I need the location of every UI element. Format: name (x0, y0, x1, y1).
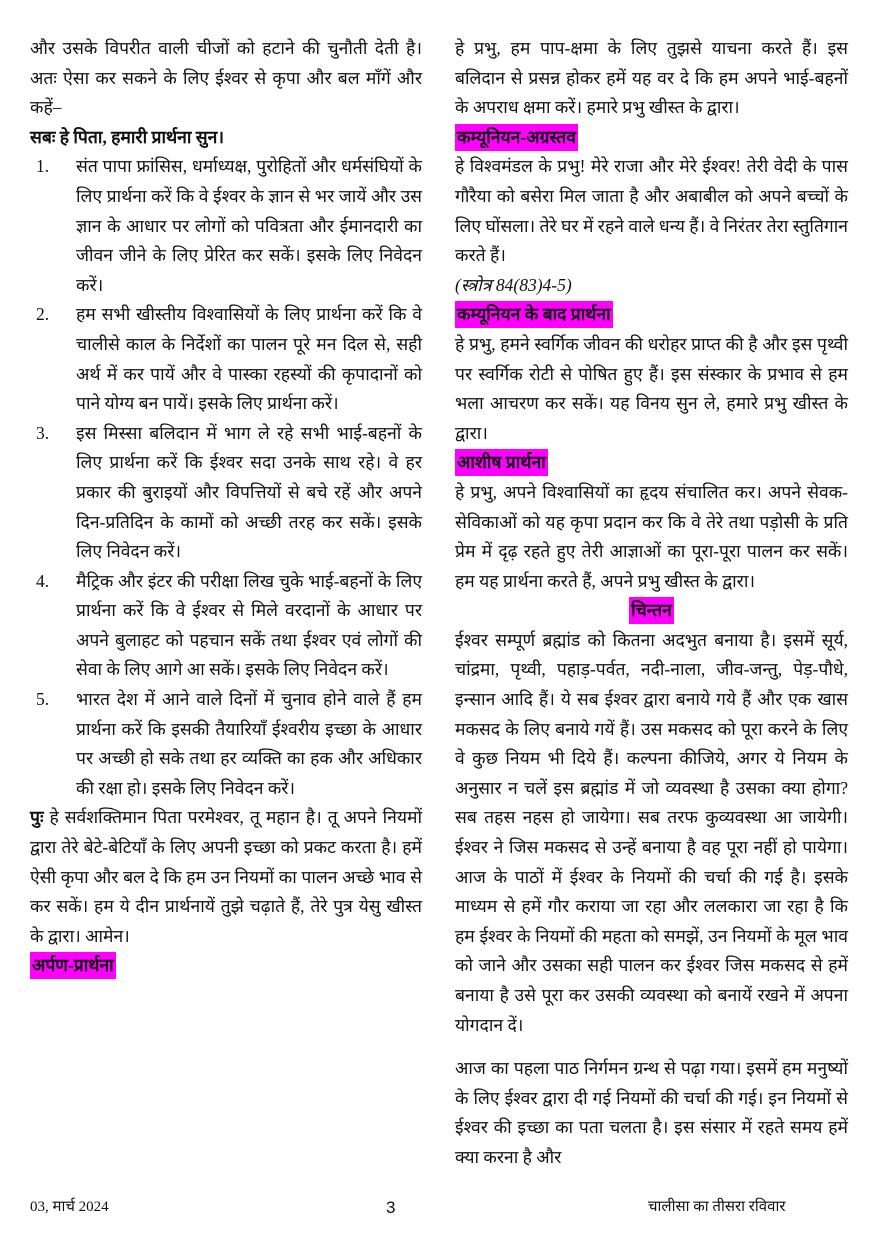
reflection-text: ईश्वर सम्पूर्ण ब्रह्मांड को कितना अदभुत बनाया है। इसमें सूर्य, चांद्रमा, पृथ्वी, पहाड़-पर्वत, नदी-नाला, जीव-जन्तु, पेड़-पौधे, इन्सान आदि हैं। ये सब ईश्वर द्वारा बनाये गये हैं और एक खास मकसद के लिए बनाये गयें हैं। उस मकसद को पूरा करने के लिए वे कुछ नियम भी दिये हैं। कल्पना कीजिये, अगर ये नियम के अनुसार न चलें इस ब्रह्मांड में जो व्यवस्था है उसका क्या होगा? सब तहस नहस हो जायेगा। सब तरफ कुव्यवस्था आ जायेगी। ईश्वर ने जिस मकसद से उन्हें बनाया है वह पूरा नहीं हो पायेगा। आज के पाठों में ईश्वर के नियमों की चर्चा की गई है। इसके माध्यम से हमें गौर कराया जा रहा और ललकारा जा रहा है कि हम ईश्वर के नियमों की महता को समझें, उन नियमों के मूल भाव को जाने और उसका सही पालन कर ईश्वर जिस मकसद से हमें बनाया है उसे पूरा कर उसकी व्यवस्था को बनायें रखने में अपना योगदान दें। (455, 629, 848, 1035)
page-number: 3 (386, 1198, 396, 1217)
response-line: सबः हे पिता, हमारी प्रार्थना सुन। (30, 126, 224, 147)
reflection-heading: चिन्तन (629, 597, 674, 624)
reflection-text-2: आज का पहला पाठ निर्गमन ग्रन्थ से पढ़ा गया। इसमें हम मनुष्यों के लिए ईश्वर द्वारा दी गई नियमों की चर्चा की गई। इन नियमों से ईश्वर की इच्छा का पता चलता है। इस संसार में रहते समय हमें क्या करना है और (455, 1058, 848, 1167)
priest-text: हे सर्वशक्तिमान पिता परमेश्वर, तू महान है। तू अपने नियमों द्वारा तेरे बेटे-बेटियाँ के लिए अपनी इच्छा को प्रकट करता है। हमें ऐसी कृपा और बल दे कि हम उन नियमों का पालन अच्छे भाव से कर सकें। हम ये दीन प्रार्थनायें तुझे चढ़ाते हैं, तेरे पुत्र येसु खीस्त के द्वारा। आमेन। (30, 807, 422, 946)
footer-date: 03, मार्च 2024 (30, 1199, 109, 1215)
offering-heading: अर्पण-प्रार्थना (30, 952, 116, 979)
communion-reference: (स्त्रोत्र 84(83)4-5) (455, 274, 572, 295)
priest-label: पुः (30, 807, 44, 828)
intro-paragraph: और उसके विपरीत वाली चीजों को हटाने की चुनौती देती है। अतः ऐसा कर सकने के लिए ईश्वर से कृपा और बल माँगें और कहें– (30, 38, 422, 118)
priest-prayer (30, 803, 422, 951)
blessing-heading: आशीष प्रार्थना (455, 449, 548, 476)
list-item: 3. इस मिस्सा बलिदान में भाग ले रहे सभी भाई-बहनों के लिए प्रार्थना करें कि ईश्वर सदा उनके साथ रहे। वे हर प्रकार की बुराइयों और विपत्तियों से बचे रहें और अपने दिन-प्रतिदिन के कामों को अच्छी तरह कर सकें। इसके लिए निवेदन करें। (36, 422, 422, 562)
list-item: 1. संत पापा फ्रांसिस, धर्माध्यक्ष, पुरोहितों और धर्मसंघियों के लिए प्रार्थना करें कि वे ईश्वर के ज्ञान से भर जायें और उस ज्ञान के आधार पर लोगों को पवित्रता और ईमानदारी का जीवन जीने के लिए प्रेरित कर सकें। इसके लिए निवेदन करें। (36, 156, 422, 295)
list-item: 5. भारत देश में आने वाले दिनों में चुनाव होने वाले हैं हम प्रार्थना करें कि इसकी तैयारियाँ ईश्वरीय इच्छा के आधार पर अच्छी हो सके तथा हर व्यक्ति का हक और अधिकार की रक्षा हो। इसके लिए निवेदन करें। (36, 689, 422, 798)
footer-title: चालीसा का तीसरा रविवार (648, 1199, 786, 1215)
offering-text: हे प्रभु, हम पाप-क्षमा के लिए तुझसे याचना करते हैं। इस बलिदान से प्रसन्न होकर हमें यह वर दे कि हम अपने भाई-बहनों के अपराध क्षमा करें। हमारे प्रभु खीस्त के द्वारा। (455, 38, 848, 118)
left-column (30, 34, 422, 981)
list-item: 2. हम सभी खीस्तीय विश्वासियों के लिए प्रार्थना करें कि वे चालीसे काल के निर्देशों का पालन पूरे मन दिल से, सही अर्थ में कर पायें और वे पास्का रहस्यों की कृपादानों को पाने योग्य बन पायें। इसके लिए प्रार्थना करें। (36, 304, 422, 414)
prayer-list (30, 152, 422, 803)
right-column (455, 34, 848, 1173)
communion-text: हे विश्वमंडल के प्रभु! मेरे राजा और मेरे ईश्वर! तेरी वेदी के पास गौरैया को बसेरा मिल जाता है और अबाबील को अपने बच्चों के लिए घोंसला। तेरे घर में रहने वाले धन्य हैं। वे निरंतर तेरा स्तुतिगान करते हैं। (455, 156, 849, 266)
list-item: 4. मैट्रिक और इंटर की परीक्षा लिख चुके भाई-बहनों के लिए प्रार्थना करें कि वे ईश्वर से मिले वरदानों के आधार पर अपने बुलाहट को पहचान सकें तथा ईश्वर एवं लोगों की सेवा के लिए आगे आ सकें। इसके लिए निवेदन करें। (36, 570, 422, 680)
blessing-text: हे प्रभु, अपने विश्वासियों का हृदय संचालित कर। अपने सेवक-सेविकाओं को यह कृपा प्रदान कर कि वे तेरे तथा पड़ोसी के प्रति प्रेम में दृढ़ रहते हुए तेरी आज्ञाओं का पूरा-पूरा पालन कर सकें। हम यह प्रार्थना करते हैं, अपने प्रभु खीस्त के द्वारा। (455, 481, 848, 591)
post-communion-heading: कम्यूनियन के बाद प्रार्थना (455, 301, 613, 328)
post-communion-text: हे प्रभु, हमने स्वर्गिक जीवन की धरोहर प्राप्त की है और इस पृथ्वी पर स्वर्गिक रोटी से पोषित हुए हैं। इस संस्कार के प्रभाव से हम भला आचरण कर सकें। यह विनय सुन ले, हमारे प्रभु खीस्त के द्वारा। (455, 333, 848, 443)
communion-heading: कम्यूनियन-अग्रस्तव (455, 124, 578, 151)
